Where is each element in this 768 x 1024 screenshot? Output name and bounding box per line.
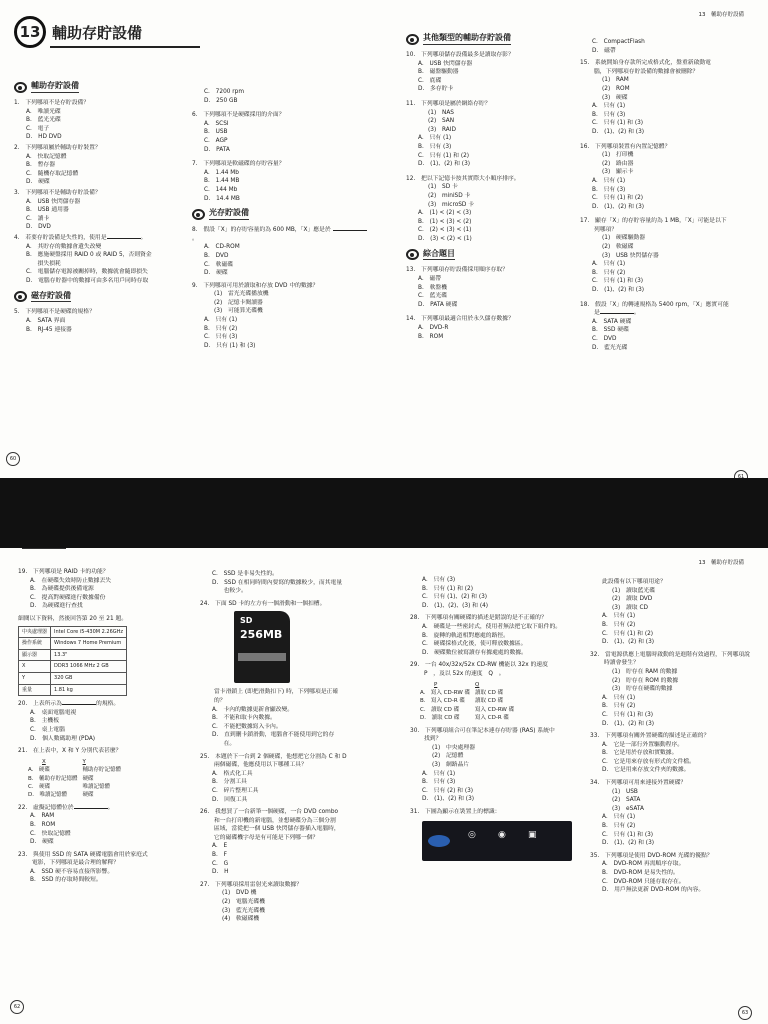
- page-number: 61: [734, 470, 748, 478]
- section-icon: [406, 34, 419, 45]
- section-heading: 光存貯設備: [192, 209, 372, 220]
- question: 24. 下面 SD 卡的左方有一個滑動和一個扣槽。: [200, 600, 326, 607]
- chapter-title: 輔助存貯設備: [52, 23, 143, 42]
- cd-logo-icon: ◉: [498, 829, 506, 840]
- column-right: [580, 38, 760, 354]
- blu-ray-disc-icon: [428, 835, 450, 847]
- chapter-heading: [14, 16, 142, 48]
- question: 27. 下列哪項採用雷射光來讀取數據？ (1) DVD 機 (2) 電腦光碟機 (3) 藍光光碟機 (4) 軟磁碟機: [200, 881, 302, 923]
- question: 17. 顯存「X」的存貯容量約為 1 MB，「X」可能是以下 列哪項？ (1) 硬碟驅動器 (2) 軟磁碟 (3) USB 快閃儲存器 A. 只有 (1) B. 只有 (2) C. 只有 (1) 和 (3) D. (1)、(2) 和 (3): [580, 218, 727, 294]
- question: 2. 下列哪項屬於輔助存貯裝置？ A. 快取記憶體 B. 暫存器 C. 隨機存取記憶體 D. 硬碟: [14, 144, 101, 186]
- section-icon: [192, 209, 205, 220]
- question: 5. 下列哪項不是硬碟的規格？ A. SATA 界面 B. RJ-45 連接器: [14, 309, 95, 333]
- column-right: [590, 578, 762, 897]
- question: 32. 當電源供應上電腦時啟動的是進階有效過程，下列哪項說 時讀會發生？ (1) 貯存在 RAM 的數據 (2) 貯存在 ROM 的數據 (3) 貯存在硬碟的數據 A. 只有 (1) B. 只有 (2) C. 只有 (1) 和 (3) D. (1)、(2) 和 (3): [590, 651, 750, 727]
- question: 33. 下列哪項有關外置硬碟的描述是正確的？ A. 它是一部行外置驅動程序。 B. 它是用於存放和實數據。 C. 它是用來存放有形式的文件檔。 D. 它是用來存放文件夾的數據。: [590, 733, 710, 774]
- question: 13. 下列哪項存貯設備採用順序存取？ A. 磁帶 B. 軟盤機 C. 藍光碟 D. PATA 硬碟: [406, 267, 508, 308]
- question: 12. 把以下記憶卡按其實際大小順序排序。 (1) SD 卡 (2) miniSD 卡 (3) microSD 卡 A. (1) < (2) < (3) B. (1) < (3) < (2) C. (2) < (3) < (1) D. (3) < (2) < (1): [406, 175, 520, 242]
- question: 31. 下圖為顯示在裝置上的標識：: [410, 808, 501, 815]
- data-intro: 細閱以下資料，然後回答第 20 至 21 題。: [18, 615, 128, 622]
- answer-blank: [107, 238, 141, 239]
- column-left: [14, 76, 182, 336]
- answer-table: P Q A. 寫入 CD-RW 碟 讀取 CD 碟 B. 寫入 CD-R 碟 讀取 CD 碟 C. 讀取 CD 碟 寫入 CD-RW 碟 D. 讀取 CD 碟 寫入 CD-R 碟: [420, 681, 519, 723]
- question-continued: C. SSD 是非易失性的。 D. SSD 在相同時間內要寫的數據較少，而其電量 也較少。: [212, 571, 343, 595]
- section-heading: 磁存貯設備: [14, 291, 182, 302]
- disc-logo-icon: ▣: [528, 829, 537, 840]
- section-heading: 綜合題目: [406, 249, 576, 260]
- question: 28. 下列哪項有關硬碟的描述是錯誤的是不正確的？ A. 硬碟是一些密封式，使用者無法把它取下組件的。 B. 旋轉的軌道相對應處的路徑。 C. 硬碟採格式化後，使可釋放數據區。 D. 硬碟數位被寫讀存有據處處的數據。: [410, 615, 562, 656]
- sd-card-image: [234, 611, 290, 683]
- question: 16. 下列哪項裝置有內置記憶體？ (1) 打印機 (2) 路由器 (3) 顯示卡 A. 只有 (1) B. 只有 (3) C. 只有 (1) 和 (2) D. (1)、(2) 和 (3): [580, 143, 671, 210]
- column-left: [406, 28, 576, 343]
- question: 15. 系統開始身存款所完成格式化，盤重新啟動電 腦，下列哪項存貯設備的數據會被刪除？ (1) RAM (2) ROM (3) 硬碟 A. 只有 (1) B. 只有 (3) C. 只有 (1) 和 (3) D. (1)、(2) 和 (3): [580, 60, 711, 135]
- table-row: D. 讀取 CD 碟 寫入 CD-R 碟: [420, 715, 509, 722]
- question: 25. 本題於下一台到 2 個硬碟，他想把它分割為 C 和 D 兩個磁碟，他應使用以下哪種工具？ A. 格式化工具 B. 分割工具 C. 碎片整理工具 D. 回復工具: [200, 753, 347, 803]
- disc-logo-image: [422, 821, 572, 861]
- page-number: 63: [738, 1006, 752, 1020]
- answer-blank: [74, 808, 108, 809]
- sd-label-stripe: [238, 653, 286, 661]
- table-row: C. 硬碟 唯讀記憶體: [28, 783, 111, 790]
- scan-gap-band: [0, 478, 768, 548]
- section-icon: [14, 82, 27, 93]
- question: 當卡滑鎖上 (即把滑動扣下) 時，下列哪項是正確 的？ A. 卡內的數據更新會顯改變。 B. 不能和取卡內數據。 C. 不能把數據寫入卡內。 D. 直到刪卡鎖滑動，電腦會不能使用到它的存 在。: [212, 689, 339, 747]
- question: 22. 虛擬記憶體位於 。 A. RAM B. ROM C. 快取記憶體 D. 硬碟: [18, 804, 114, 846]
- spec-table: [18, 626, 127, 697]
- column-left: [410, 576, 586, 861]
- question: 19. 下列哪項是 RAID 卡的功能？ A. 在硬碟失效時防止數據丟失 B. 為硬碟提供後備電源 C. 提高對硬碟進行數據備份 D. 為硬碟進行查找: [18, 569, 112, 610]
- table-row: Y 320 GB: [19, 672, 127, 684]
- answer-blank: [333, 230, 367, 231]
- table-row: B. 輔助存貯記憶體 硬碟: [28, 775, 94, 782]
- table-row: 操作系統 Windows 7 Home Premium: [19, 638, 127, 650]
- sd-logo: SD: [240, 616, 253, 626]
- table-row: D. 唯讀記憶體 硬碟: [28, 792, 94, 799]
- column-right: [192, 88, 372, 352]
- question: 18. 假設「X」的轉速規格為 5400 rpm，「X」應實可能 是 。 A. SATA 硬碟 B. SSD 硬碟 C. DVD D. 藍光光碟: [580, 301, 729, 351]
- question-continued: C. 7200 rpm D. 250 GB: [204, 89, 244, 104]
- table-row: 顯示器 13.3": [19, 649, 127, 661]
- question: 30. 下列哪項組合可在筆記本連存存貯器 (RAS) 系統中 找到？ (1) 中央處理器 (2) 記憶體 (3) 網路晶片 A. 只有 (1) B. 只有 (3) C. 只有 (2) 和 (3) D. (1)、(2) 和 (3): [410, 727, 555, 803]
- page-number: 62: [10, 1000, 24, 1014]
- chapter-rule: [50, 46, 200, 48]
- sd-capacity: 256MB: [240, 628, 283, 642]
- table-row: C. 讀取 CD 碟 寫入 CD-RW 碟: [420, 706, 515, 713]
- dvd-logo-icon: ◎: [468, 829, 476, 840]
- question: 34. 下列哪項可用來連接外置硬碟？ (1) USB (2) SATA (3) eSATA A. 只有 (1) B. 只有 (2) C. 只有 (1) 和 (3) D. (1)、(2) 和 (3): [590, 780, 687, 847]
- running-head: 13 輔助存貯設備: [698, 560, 744, 566]
- question: 8. 假設「X」的存貯容量約為 600 MB，「X」應是於 。 A. CD-ROM B. DVD C. 軟磁碟 D. 硬碟: [192, 226, 372, 278]
- question: 26. 我想買了一台新筆一個硬碟，一台 DVD combo 和一台打印機的新電腦，並想硬碟分為三個分割 區域，當從把一個 USB 快閃儲存器插入電腦時， 它的磁碟機字母是有可能是下列哪一個？ A. E B. F C. G D. H: [200, 809, 340, 876]
- question: 35. 下列哪項是使用 DVD-ROM 光碟的優點？ A. DVD-ROM 再需順序存取。 B. DVD-ROM 是易失性的。 C. DVD-ROM 只能存取存在。 D. 用戶無法更新 DVD-ROM 的內容。: [590, 852, 713, 894]
- question-continued: A. 只有 (3) B. 只有 (1) 和 (2) C. 只有 (1)、(2) 和 (3) D. (1)、(2)、(3) 和 (4): [422, 577, 489, 609]
- chapter-number: 13: [14, 16, 46, 48]
- answer-table: X Y A. 硬碟 輔助存貯記憶體 B. 輔助存貯記憶體 硬碟 C. 硬碟 唯讀記憶體 D. 唯讀記憶體 硬碟: [28, 758, 126, 800]
- question: 14. 下列哪項最適合用於永久儲存數據？ A. DVD-R B. ROM: [406, 316, 514, 340]
- page-63: [384, 548, 768, 1024]
- question: 23. 與使用 SSD 的 SATA 硬碟電腦會用於家庭式 電影，下列哪項是最合理的解釋？ A. SSD 硬不容易直接所影響。 B. SSD 的存取時間較短。: [18, 851, 148, 884]
- table-row: 中央處理器 Intel Core i5-430M 2.26GHz: [19, 626, 127, 638]
- table-row: A. 寫入 CD-RW 碟 讀取 CD 碟: [420, 689, 504, 696]
- question: 3. 下列哪項不是輔助存貯設備？ A. USB 快閃儲存器 B. USB 通用器 C. 讀卡 D. DVD: [14, 189, 101, 231]
- running-head: 13 輔助存貯設備: [698, 12, 744, 18]
- page-62: [0, 548, 384, 1024]
- top-rule: [22, 548, 66, 549]
- table-row: 重量 1.81 kg: [19, 684, 127, 696]
- question: 29. 一台 40x/32x/52x CD-RW 機能以 32x 的速度 P ，及以 52x 的速度 Q 。 P Q A. 寫入 CD-RW 碟 讀取 CD 碟 B. 寫入 CD-R 碟 讀取 CD 碟 C. 讀取 CD 碟 寫入 CD-RW 碟 D. 讀取 CD 碟 寫入 CD-R 碟: [410, 662, 548, 722]
- section-icon: [406, 249, 419, 260]
- question: 6. 下列哪項不是硬碟採用的介面？ A. SCSI B. USB C. AGP D. PATA: [192, 112, 285, 153]
- column-right: [200, 570, 376, 926]
- question: 11. 下列哪項是屬於網絡存貯？ (1) NAS (2) SAN (3) RAID A. 只有 (1) B. 只有 (3) C. 只有 (1) 和 (2) D. (1)、(2) 和 (3): [406, 100, 491, 168]
- table-row: B. 寫入 CD-R 碟 讀取 CD 碟: [420, 698, 504, 705]
- page-61: [384, 0, 768, 478]
- section-heading: 其他類型的輔助存貯設備: [406, 34, 576, 45]
- page-60: [0, 0, 384, 478]
- table-row: A. 硬碟 輔助存貯記憶體: [28, 767, 122, 774]
- table-row: X DDR3 1066 MHz 2 GB: [19, 661, 127, 673]
- section-heading: 輔助存貯設備: [14, 82, 182, 93]
- question-continued: 此設備有以下哪項用途？ (1) 讀取藍光碟 (2) 讀取 DVD (3) 讀取 CD A. 只有 (1) B. 只有 (2) C. 只有 (1) 和 (2) D. (1)、(2) 和 (3): [602, 579, 666, 646]
- answer-blank: [62, 704, 96, 705]
- question: 4. 若要存貯設備是失性的，使用是 。 A. 其貯存的數據會遺失改變 B. 應施硬盤採用 RAID 0 或 RAID 5，否則資金 損失損耗 C. 電腦儲存電源被關掉時，數據就會隨即損失 D. 電腦存貯器中的數據可由多名用戶同時存取: [14, 234, 152, 284]
- question: 9. 下列哪項可用於讀取和存放 DVD 中的數據？ (1) 雷光光碟播放機 (2) 記憶卡閱讀器 (3) 可能算光碟機 A. 只有 (1) B. 只有 (2) C. 只有 (3) D. 只有 (1) 和 (3): [192, 282, 319, 349]
- page-number: 60: [6, 452, 20, 466]
- question: 10. 下列哪項儲存設備最多是讀取存影？ A. USB 快閃儲存器 B. 磁盤驅動器 C. 底碟 D. 多存貯卡: [406, 52, 514, 93]
- column-left: [18, 568, 190, 887]
- question-continued: C. CompactFlash D. 磁帶: [592, 39, 645, 54]
- question: 7. 下列哪項是軟磁碟的存貯容量？ A. 1.44 Mb B. 1.44 MB C. 144 Mb D. 14.4 MB: [192, 161, 285, 202]
- answer-blank: [600, 313, 634, 314]
- question: 20. 上表所示為 的規格。 A. 桌面電腦電視 B. 主機板 C. 桌上電腦 D. 個人數碼助理 (PDA): [18, 701, 120, 742]
- section-icon: [14, 291, 27, 302]
- question: 1. 下列哪項不是存貯設備？ A. 唯讀光碟 B. 藍光光碟 C. 電子 D. HD DVD: [14, 100, 90, 141]
- question: 21. 在上表中，X 和 Y 分別代表甚麼？ X Y A. 硬碟 輔助存貯記憶體 B. 輔助存貯記憶體 硬碟 C. 硬碟 唯讀記憶體 D. 唯讀記憶體 硬碟: [18, 747, 190, 800]
